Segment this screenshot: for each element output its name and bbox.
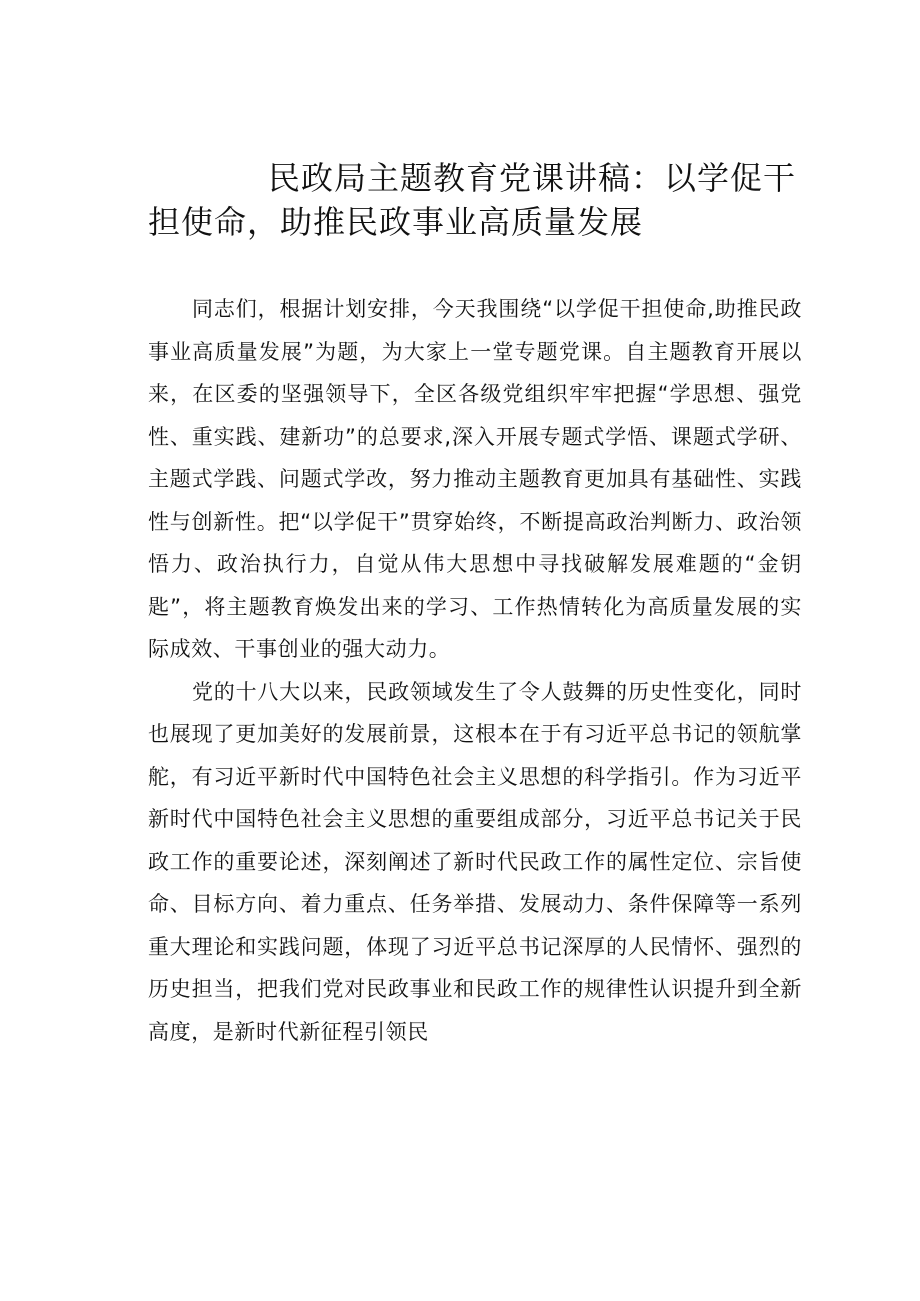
paragraph-1: 同志们，根据计划安排，今天我围绕“以学促干担使命,助推民政事业高质量发展”为题，为大家上一堂专题党课。自主题教育开展以来，在区委的坚强领导下，全区各级党组织牢牢把握“学思想、强党性、重实践、建新功”的总要求,深入开展专题式学悟、课题式学研、主题式学践、问题式学改，努力推动主题教育更加具有基础性、实践性与创新性。把“以学促干”贯穿始终，不断提高政治判断力、政治领悟力、政治执行力，自觉从伟大思想中寻找破解发展难题的“金钥匙”，将主题教育焕发出来的学习、工作热情转化为高质量发展的实际成效、干事创业的强大动力。	[148, 297, 802, 661]
document-title: 民政局主题教育党课讲稿：以学促干担使命，助推民政事业高质量发展	[148, 159, 797, 241]
document-body	[148, 288, 802, 1053]
paragraph-2: 党的十八大以来，民政领域发生了令人鼓舞的历史性变化，同时也展现了更加美好的发展前景，这根本在于有习近平总书记的领航掌舵，有习近平新时代中国特色社会主义思想的科学指引。作为习近平新时代中国特色社会主义思想的重要组成部分，习近平总书记关于民政工作的重要论述，深刻阐述了新时代民政工作的属性定位、宗旨使命、目标方向、着力重点、任务举措、发展动力、条件保障等一系列重大理论和实践问题，体现了习近平总书记深厚的人民情怀、强烈的历史担当，把我们党对民政事业和民政工作的规律性认识提升到全新高度，是新时代新征程引领民	[148, 679, 802, 1044]
